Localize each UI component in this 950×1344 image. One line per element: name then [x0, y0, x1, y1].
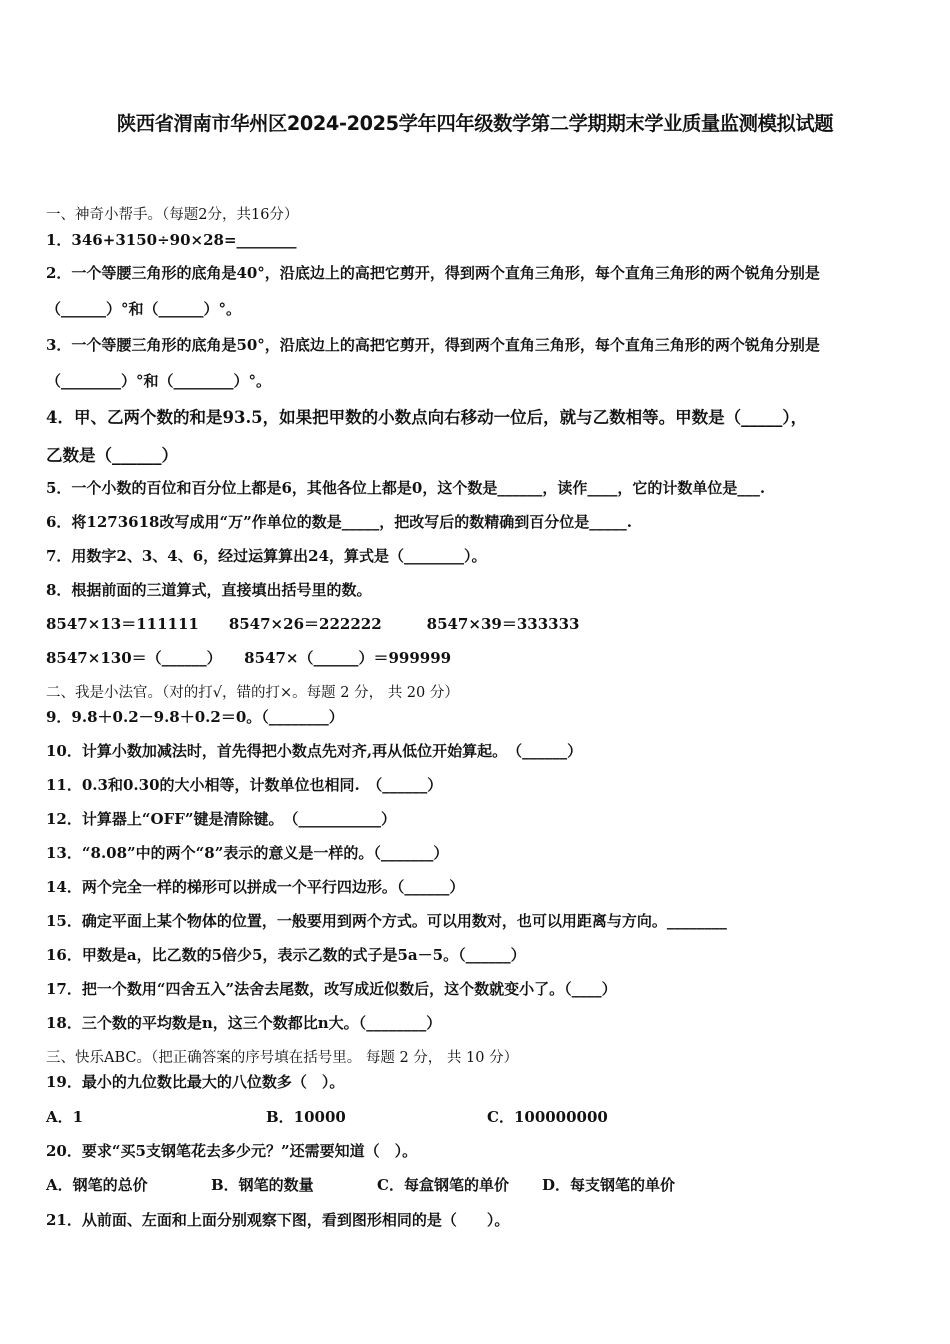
page-title: 陕西省渭南市华州区2024-2025学年四年级数学第二学期期末学业质量监测模拟试题: [116, 112, 834, 135]
section-heading-2: 二、我是小法官。（对的打√，错的打×。每题 2 分， 共 20 分）: [46, 685, 459, 701]
question-15: 15．确定平面上某个物体的位置，一般要用到两个方式。可以用数对，也可以用距离与方向。________: [46, 912, 727, 930]
question-20-option-a: A．钢笔的总价: [46, 1176, 148, 1194]
question-18: 18．三个数的平均数是n，这三个数都比n大。（________）: [46, 1014, 442, 1032]
section-heading-3: 三、快乐ABC。（把正确答案的序号填在括号里。 每题 2 分， 共 10 分）: [46, 1050, 519, 1066]
question-20-option-d: D．每支钢笔的单价: [542, 1176, 676, 1194]
question-11: 11．0.3和0.30的大小相等，计数单位也相同. （______）: [46, 776, 443, 794]
question-6: 6．将1273618改写成用“万”作单位的数是_____，把改写后的数精确到百分位是_____.: [46, 513, 632, 531]
question-14: 14．两个完全一样的梯形可以拼成一个平行四边形。（______）: [46, 878, 465, 896]
question-5: 5．一个小数的百位和百分位上都是6，其他各位上都是0，这个数是______，读作____，它的计数单位是___.: [46, 479, 766, 497]
question-20-option-b: B．钢笔的数量: [211, 1176, 314, 1194]
question-2-line-2: （______）°和（______）°。: [46, 300, 242, 318]
question-13: 13．“8.08”中的两个“8”表示的意义是一样的。（_______）: [46, 844, 449, 862]
question-1: 1．346+3150÷90×28=________: [46, 231, 297, 249]
question-20-option-c: C．每盒钢笔的单价: [377, 1176, 509, 1194]
question-8: 8．根据前面的三道算式，直接填出括号里的数。: [46, 581, 372, 599]
question-19: 19．最小的九位数比最大的八位数多（ ）。: [46, 1073, 345, 1091]
question-3-line-2: （________）°和（________）°。: [46, 372, 272, 390]
question-19-option-b: B．10000: [266, 1108, 346, 1126]
question-7: 7．用数字2、3、4、6，经过运算算出24，算式是（________）。: [46, 547, 487, 565]
question-3-line-1: 3．一个等腰三角形的底角是50°，沿底边上的高把它剪开，得到两个直角三角形，每个直角三角形的两个锐角分别是: [46, 336, 820, 354]
question-16: 16．甲数是a，比乙数的5倍少5，表示乙数的式子是5a－5。（______）: [46, 946, 526, 964]
question-20: 20．要求“买5支钢笔花去多少元？”还需要知道（ ）。: [46, 1142, 418, 1160]
question-12: 12．计算器上“OFF”键是清除键。 （___________）: [46, 810, 396, 828]
question-21: 21．从前面、左面和上面分别观察下图，看到图形相同的是（ ）。: [46, 1211, 510, 1229]
question-8-row-1: 8547×13＝111111 8547×26＝222222 8547×39＝333333: [46, 615, 580, 633]
question-8-row-2: 8547×130＝（______） 8547×（______）＝999999: [46, 649, 452, 667]
question-10: 10．计算小数加减法时，首先得把小数点先对齐,再从低位开始算起。 （______）: [46, 742, 583, 760]
question-19-option-c: C．100000000: [487, 1108, 608, 1126]
question-17: 17．把一个数用“四舍五入”法舍去尾数，改写成近似数后，这个数就变小了。（____）: [46, 980, 617, 998]
question-19-option-a: A．1: [46, 1108, 84, 1126]
question-9: 9．9.8＋0.2－9.8＋0.2＝0。（________）: [46, 708, 344, 726]
question-4-line-1: 4．甲、乙两个数的和是93.5，如果把甲数的小数点向右移动一位后，就与乙数相等。甲数是（_____），: [46, 408, 808, 427]
question-4-line-2: 乙数是（______）: [46, 446, 178, 465]
question-2-line-1: 2．一个等腰三角形的底角是40°，沿底边上的高把它剪开，得到两个直角三角形，每个直角三角形的两个锐角分别是: [46, 264, 820, 282]
section-heading-1: 一、神奇小帮手。（每题2分，共16分）: [46, 207, 299, 223]
